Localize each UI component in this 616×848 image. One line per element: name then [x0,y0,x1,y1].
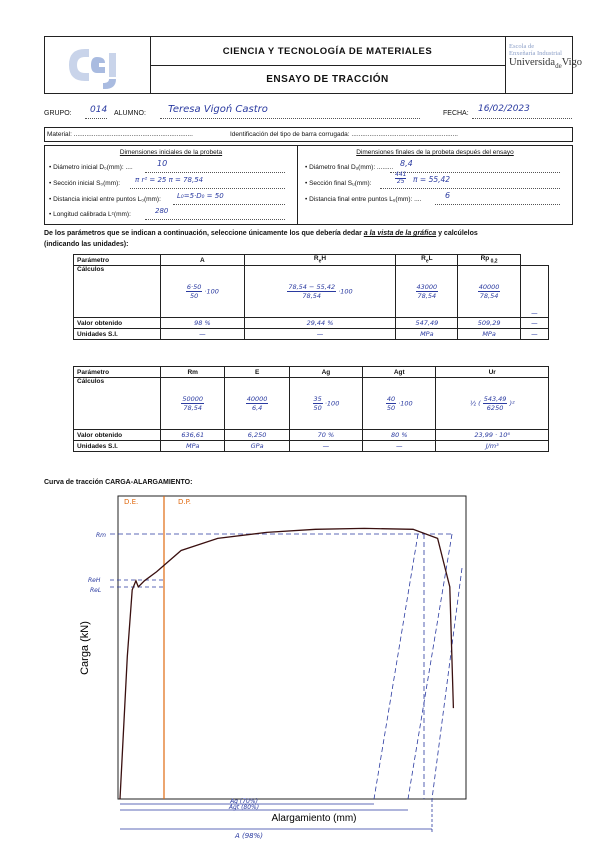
su-value: π = 55,42 [413,175,451,184]
de-label: D.E. [124,498,139,506]
t1-val-rel: 509,29 [458,318,520,329]
lu-value: 6 [445,191,451,200]
ag-unload [374,534,418,799]
s0-line [130,187,285,189]
t1-h3: $R_eL$ [396,255,458,266]
du-line [390,171,560,173]
rel-label: ReL [90,587,102,594]
t1-val-z: 29,44 % [244,318,395,329]
agt-unload-1 [408,534,452,799]
t1-calc-z: $\frac{78,54 - 55,42}{78,54}$ ·100 [244,266,395,318]
university-logo [505,37,583,93]
t1-val-a: 98 % [161,318,245,329]
dimensions-box [44,145,573,225]
uni-name-a: Universida [509,57,556,68]
t1-unit-z: — [244,329,395,340]
t2-h0: Parámetro [74,367,161,378]
t2-unit-rm: MPa [161,441,225,452]
parameters-table-1 [73,254,549,340]
grupo-line [85,117,107,119]
d0-label: • Diámetro inicial D₀(mm): .... [49,164,133,171]
x-axis-label: Alargamiento (mm) [271,813,357,824]
t2-calc-e: $\frac{40000}{6,4}$ [225,378,289,430]
t2-val-agt: 80 % [363,430,436,441]
uni-name-b: de [555,62,562,71]
t1-h2: $R_eH$ [244,255,395,266]
fecha-value: 16/02/2023 [478,104,530,114]
t2-h3: Ag [289,367,362,378]
uni-name-c: Vigo [561,57,583,68]
fecha-line [472,117,572,119]
fecha-label: FECHA: [443,110,469,117]
d0-line [145,171,285,173]
t2-unit-ur: J/m³ [436,441,549,452]
t2-h4: Agt [363,367,436,378]
ag-label: Ag (70%) [230,798,258,805]
test-title: ENSAYO DE TRACCIÓN [266,73,389,85]
t1-unit-a: — [161,329,245,340]
lc-line [145,218,285,220]
grupo-value: 014 [90,105,108,115]
su-label: • Sección final Sᵤ(mm): [305,180,372,187]
t2-h2: E [225,367,289,378]
t1-val-rp: — [520,318,548,329]
instr-part3: y calcúlelos [436,230,478,237]
tensile-chart [44,488,484,840]
instr-part1: De los parámetros que se indican a continuación, seleccione únicamente los que debería dedar [44,230,364,237]
t2-calc-label: Cálculos [74,378,161,430]
alumno-line [160,117,420,119]
ceti-logo [45,37,151,93]
t2-h1: Rm [161,367,225,378]
t1-unit-rel: MPa [458,329,520,340]
load-curve [120,528,453,799]
t2-unit-e: GPa [225,441,289,452]
identification-label: Identificación del tipo de barra corrugada: ........................................................... [230,131,458,138]
instructions-text2: (indicando las unidades): [44,241,129,248]
t1-calc-reh: $\frac{43000}{78,54}$ [396,266,458,318]
chart-frame [118,496,466,799]
t2-calc-ag: $\frac{35}{50}$ ·100 [289,378,362,430]
du-value: 8,4 [400,159,413,168]
instr-part2: a la vista de la gráfica [363,230,437,237]
su-fraction [395,172,406,185]
t1-calc-rp: — [520,266,548,318]
y-axis-label: Carga (kN) [79,621,91,675]
s0-value: π r² = 25 π = 78,54 [135,176,204,184]
t1-h0: Parámetro [74,255,161,266]
lc-label: • Longitud calibrada Lᶜ(mm): [49,211,131,218]
t2-unit-agt: — [363,441,436,452]
t2-calc-rm: $\frac{50000}{78,54}$ [161,378,225,430]
t1-val-label: Valor obtenido [74,318,161,329]
material-box [44,127,573,142]
lu-line [435,203,560,205]
a-unload [432,568,462,799]
l0-line [173,203,285,205]
t1-unit-label: Unidades S.I. [74,329,161,340]
su-den: 25 [396,178,405,185]
su-line [380,187,560,189]
lc-value: 280 [155,207,169,215]
t1-unit-rp: — [520,329,548,340]
t1-unit-reh: MPa [396,329,458,340]
du-label: • Diámetro final Dᵤ(mm): ......... [305,164,394,171]
l0-label: • Distancia inicial entre puntos L₀(mm): [49,196,161,203]
t1-h4: Rp $_{0,2}$ [458,255,520,266]
header-box [44,36,583,94]
initial-dims-title: Dimensiones iniciales de la probeta [119,149,223,156]
uni-school: Escola de [509,43,535,50]
t2-val-ur: 23,99 · 10⁶ [436,430,549,441]
alumno-label: ALUMNO: [114,110,146,117]
dp-label: D.P. [178,498,191,506]
t1-val-reh: 547,49 [396,318,458,329]
material-label: Material: .................................................................. [47,131,193,138]
d0-value: 10 [157,159,168,168]
instructions-text [44,230,478,237]
t1-calc-rel: $\frac{40000}{78,54}$ [458,266,520,318]
chart-title: Curva de tracción CARGA-ALARGAMIENTO: [44,479,193,486]
s0-label: • Sección inicial S₀(mm): [49,180,121,187]
l0-value: L₀=5·D₀ = 50 [177,192,224,200]
agt-label: Agt (80%) [228,804,260,811]
t2-val-e: 6,250 [225,430,289,441]
parameters-table-2 [73,366,549,452]
final-dims-title: Dimensiones finales de la probeta después del ensayo [356,149,514,156]
t1-h1: A [161,255,245,266]
su-num: 441 [395,171,407,178]
t2-calc-agt: $\frac{40}{50}$ ·100 [363,378,436,430]
uni-school-2: Enxeñaría Industrial [509,50,562,57]
course-title: CIENCIA Y TECNOLOGÍA DE MATERIALES [150,37,505,66]
t1-calc-label: Cálculos [74,266,161,318]
t1-calc-a: $\frac{6\cdot 50}{50}$ ·100 [161,266,245,318]
t2-calc-ur: ½ ( $\frac{543,49}{6250}$ )² [436,378,549,430]
lu-label: • Distancia final entre puntos Lᵤ(mm): .... [305,196,422,203]
t2-unit-label: Unidades S.I. [74,441,161,452]
t2-h5: Ur [436,367,549,378]
reh-label: ReH [88,577,101,584]
a-label: A (98%) [234,832,264,840]
alumno-value: Teresa Vigoń Castro [168,104,268,115]
t2-val-rm: 636,61 [161,430,225,441]
t2-val-ag: 70 % [289,430,362,441]
t2-val-label: Valor obtenido [74,430,161,441]
rm-label: Rm [96,532,107,539]
grupo-label: GRUPO: [44,110,72,117]
t2-unit-ag: — [289,441,362,452]
ceti-logo-icon [45,37,149,93]
